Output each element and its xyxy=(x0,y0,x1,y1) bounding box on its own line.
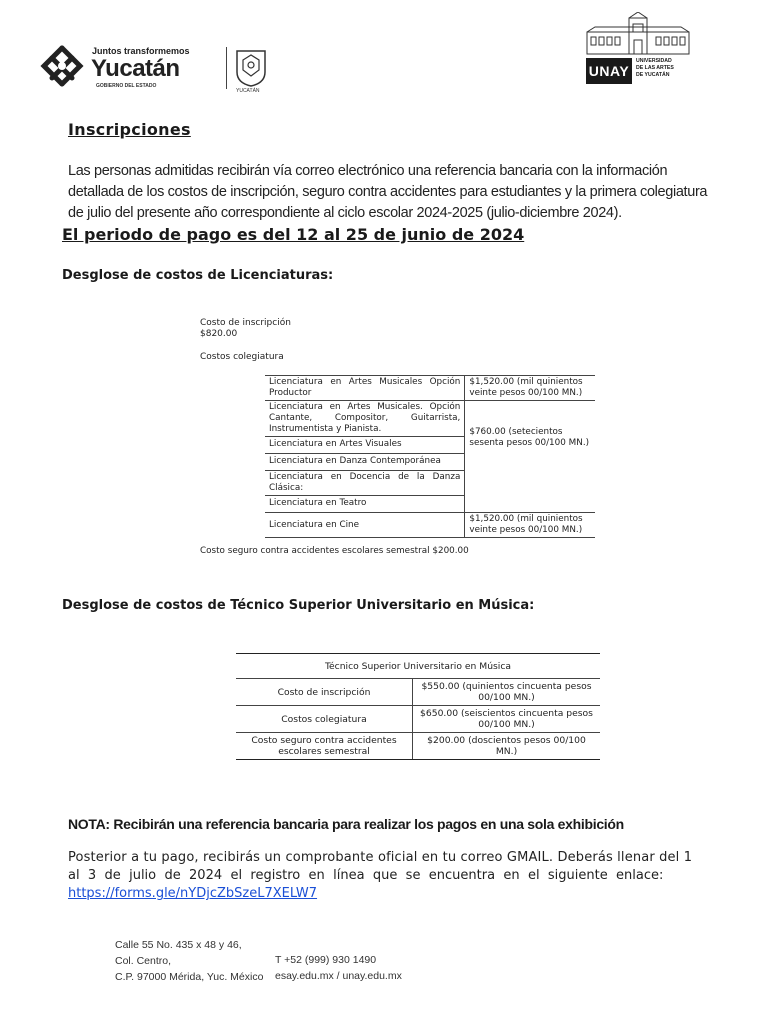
table-header: Técnico Superior Universitario en Música xyxy=(236,654,600,679)
value-cell: $650.00 (seiscientos cincuenta pesos 00/100 MN.) xyxy=(413,706,601,733)
address-line: Col. Centro, xyxy=(115,955,172,967)
tuition-costs-label: Costos colegiatura xyxy=(200,352,284,362)
intro-line: detallada de los costos de inscripción, seguro contra accidentes para estudiantes y la primera colegiatura xyxy=(68,184,708,200)
unay-name-line: UNIVERSIDAD xyxy=(636,58,672,64)
footer-address xyxy=(115,937,263,985)
enrollment-cost-block xyxy=(200,318,291,363)
value-cell: $200.00 (doscientos pesos 00/100 MN.) xyxy=(413,733,601,760)
enrollment-cost-value: $820.00 xyxy=(200,329,238,339)
cost-cell: $1,520.00 (mil quinientos veinte pesos 00/100 MN.) xyxy=(465,513,595,538)
program-cell: Licenciatura en Artes Musicales. Opción Cantante, Compositor, Guitarrista, Instrumentista y Pianista. xyxy=(265,401,465,437)
program-cell: Licenciatura en Danza Contemporánea xyxy=(265,454,465,471)
unay-logo xyxy=(585,12,693,84)
program-cell: Licenciatura en Docencia de la Danza Clásica: xyxy=(265,471,465,496)
intro-line: de julio del presente año correspondiente al ciclo escolar 2024-2025 (julio-diciembre 2024). xyxy=(68,205,622,221)
gov-logo-name: Yucatán xyxy=(91,55,180,82)
university-building-icon xyxy=(585,12,691,56)
intro-line: Las personas admitidas recibirán vía correo electrónico una referencia bancaria con la información xyxy=(68,163,668,179)
value-cell: $550.00 (quinientos cincuenta pesos 00/100 MN.) xyxy=(413,679,601,706)
gov-logo-tagline: Juntos transformemos xyxy=(92,46,190,56)
concept-cell: Costo seguro contra accidentes escolares semestral xyxy=(236,733,413,760)
enrollment-cost-label: Costo de inscripción xyxy=(200,318,291,328)
yucatan-government-logo xyxy=(38,42,260,94)
registration-form-link[interactable]: https://forms.gle/nYDjcZbSzeL7XELW7 xyxy=(68,886,318,901)
table-row xyxy=(236,679,600,706)
payment-period-heading: El periodo de pago es del 12 al 25 de junio de 2024 xyxy=(62,225,525,244)
table-header-row xyxy=(236,654,600,679)
licenciaturas-tuition-table xyxy=(265,375,595,538)
logo-divider xyxy=(226,47,227,89)
table-row xyxy=(236,706,600,733)
closing-paragraph xyxy=(68,849,718,903)
footer-contact xyxy=(275,952,402,984)
unay-name-line: DE YUCATÁN xyxy=(636,72,670,78)
gov-logo-subtitle: GOBIERNO DEL ESTADO xyxy=(96,83,157,89)
program-cell: Licenciatura en Artes Visuales xyxy=(265,437,465,454)
unay-acronym: UNAY xyxy=(586,58,632,84)
concept-cell: Costo de inscripción xyxy=(236,679,413,706)
tsu-costs-table xyxy=(236,653,600,760)
seal-label: YUCATÁN xyxy=(236,88,260,94)
intro-paragraph xyxy=(68,161,728,224)
closing-line: Posterior a tu pago, recibirás un comprobante oficial en tu correo GMAIL. Deberás llenar del 1 xyxy=(68,850,693,865)
program-cell: Licenciatura en Cine xyxy=(265,513,465,538)
licenciaturas-section-title: Desglose de costos de Licenciaturas: xyxy=(62,268,334,283)
address-line: C.P. 97000 Mérida, Yuc. México xyxy=(115,971,264,983)
address-line: Calle 55 No. 435 x 48 y 46, xyxy=(115,939,242,951)
cost-cell: $1,520.00 (mil quinientos veinte pesos 00/100 MN.) xyxy=(465,376,595,401)
unay-full-name xyxy=(636,58,694,79)
closing-line: al 3 de julio de 2024 el registro en línea que se encuentra en el siguiente enlace: xyxy=(68,868,664,883)
page-heading: Inscripciones xyxy=(68,120,191,139)
table-row xyxy=(236,733,600,760)
cost-cell: $760.00 (setecientos sesenta pesos 00/100 MN.) xyxy=(465,401,595,513)
concept-cell: Costos colegiatura xyxy=(236,706,413,733)
payment-note: NOTA: Recibirán una referencia bancaria para realizar los pagos en una sola exhibición xyxy=(68,816,624,832)
program-cell: Licenciatura en Artes Musicales Opción Productor xyxy=(265,376,465,401)
insurance-cost-note: Costo seguro contra accidentes escolares semestral $200.00 xyxy=(200,546,469,556)
tsu-section-title: Desglose de costos de Técnico Superior Universitario en Música: xyxy=(62,598,535,613)
program-cell: Licenciatura en Teatro xyxy=(265,496,465,513)
table-row xyxy=(265,401,595,437)
table-row xyxy=(265,376,595,401)
yucatan-emblem-icon xyxy=(38,44,86,92)
table-row xyxy=(265,513,595,538)
state-seal-icon xyxy=(234,48,268,88)
websites-line: esay.edu.mx / unay.edu.mx xyxy=(275,970,402,982)
phone-line: T +52 (999) 930 1490 xyxy=(275,954,377,966)
unay-name-line: DE LAS ARTES xyxy=(636,65,674,71)
